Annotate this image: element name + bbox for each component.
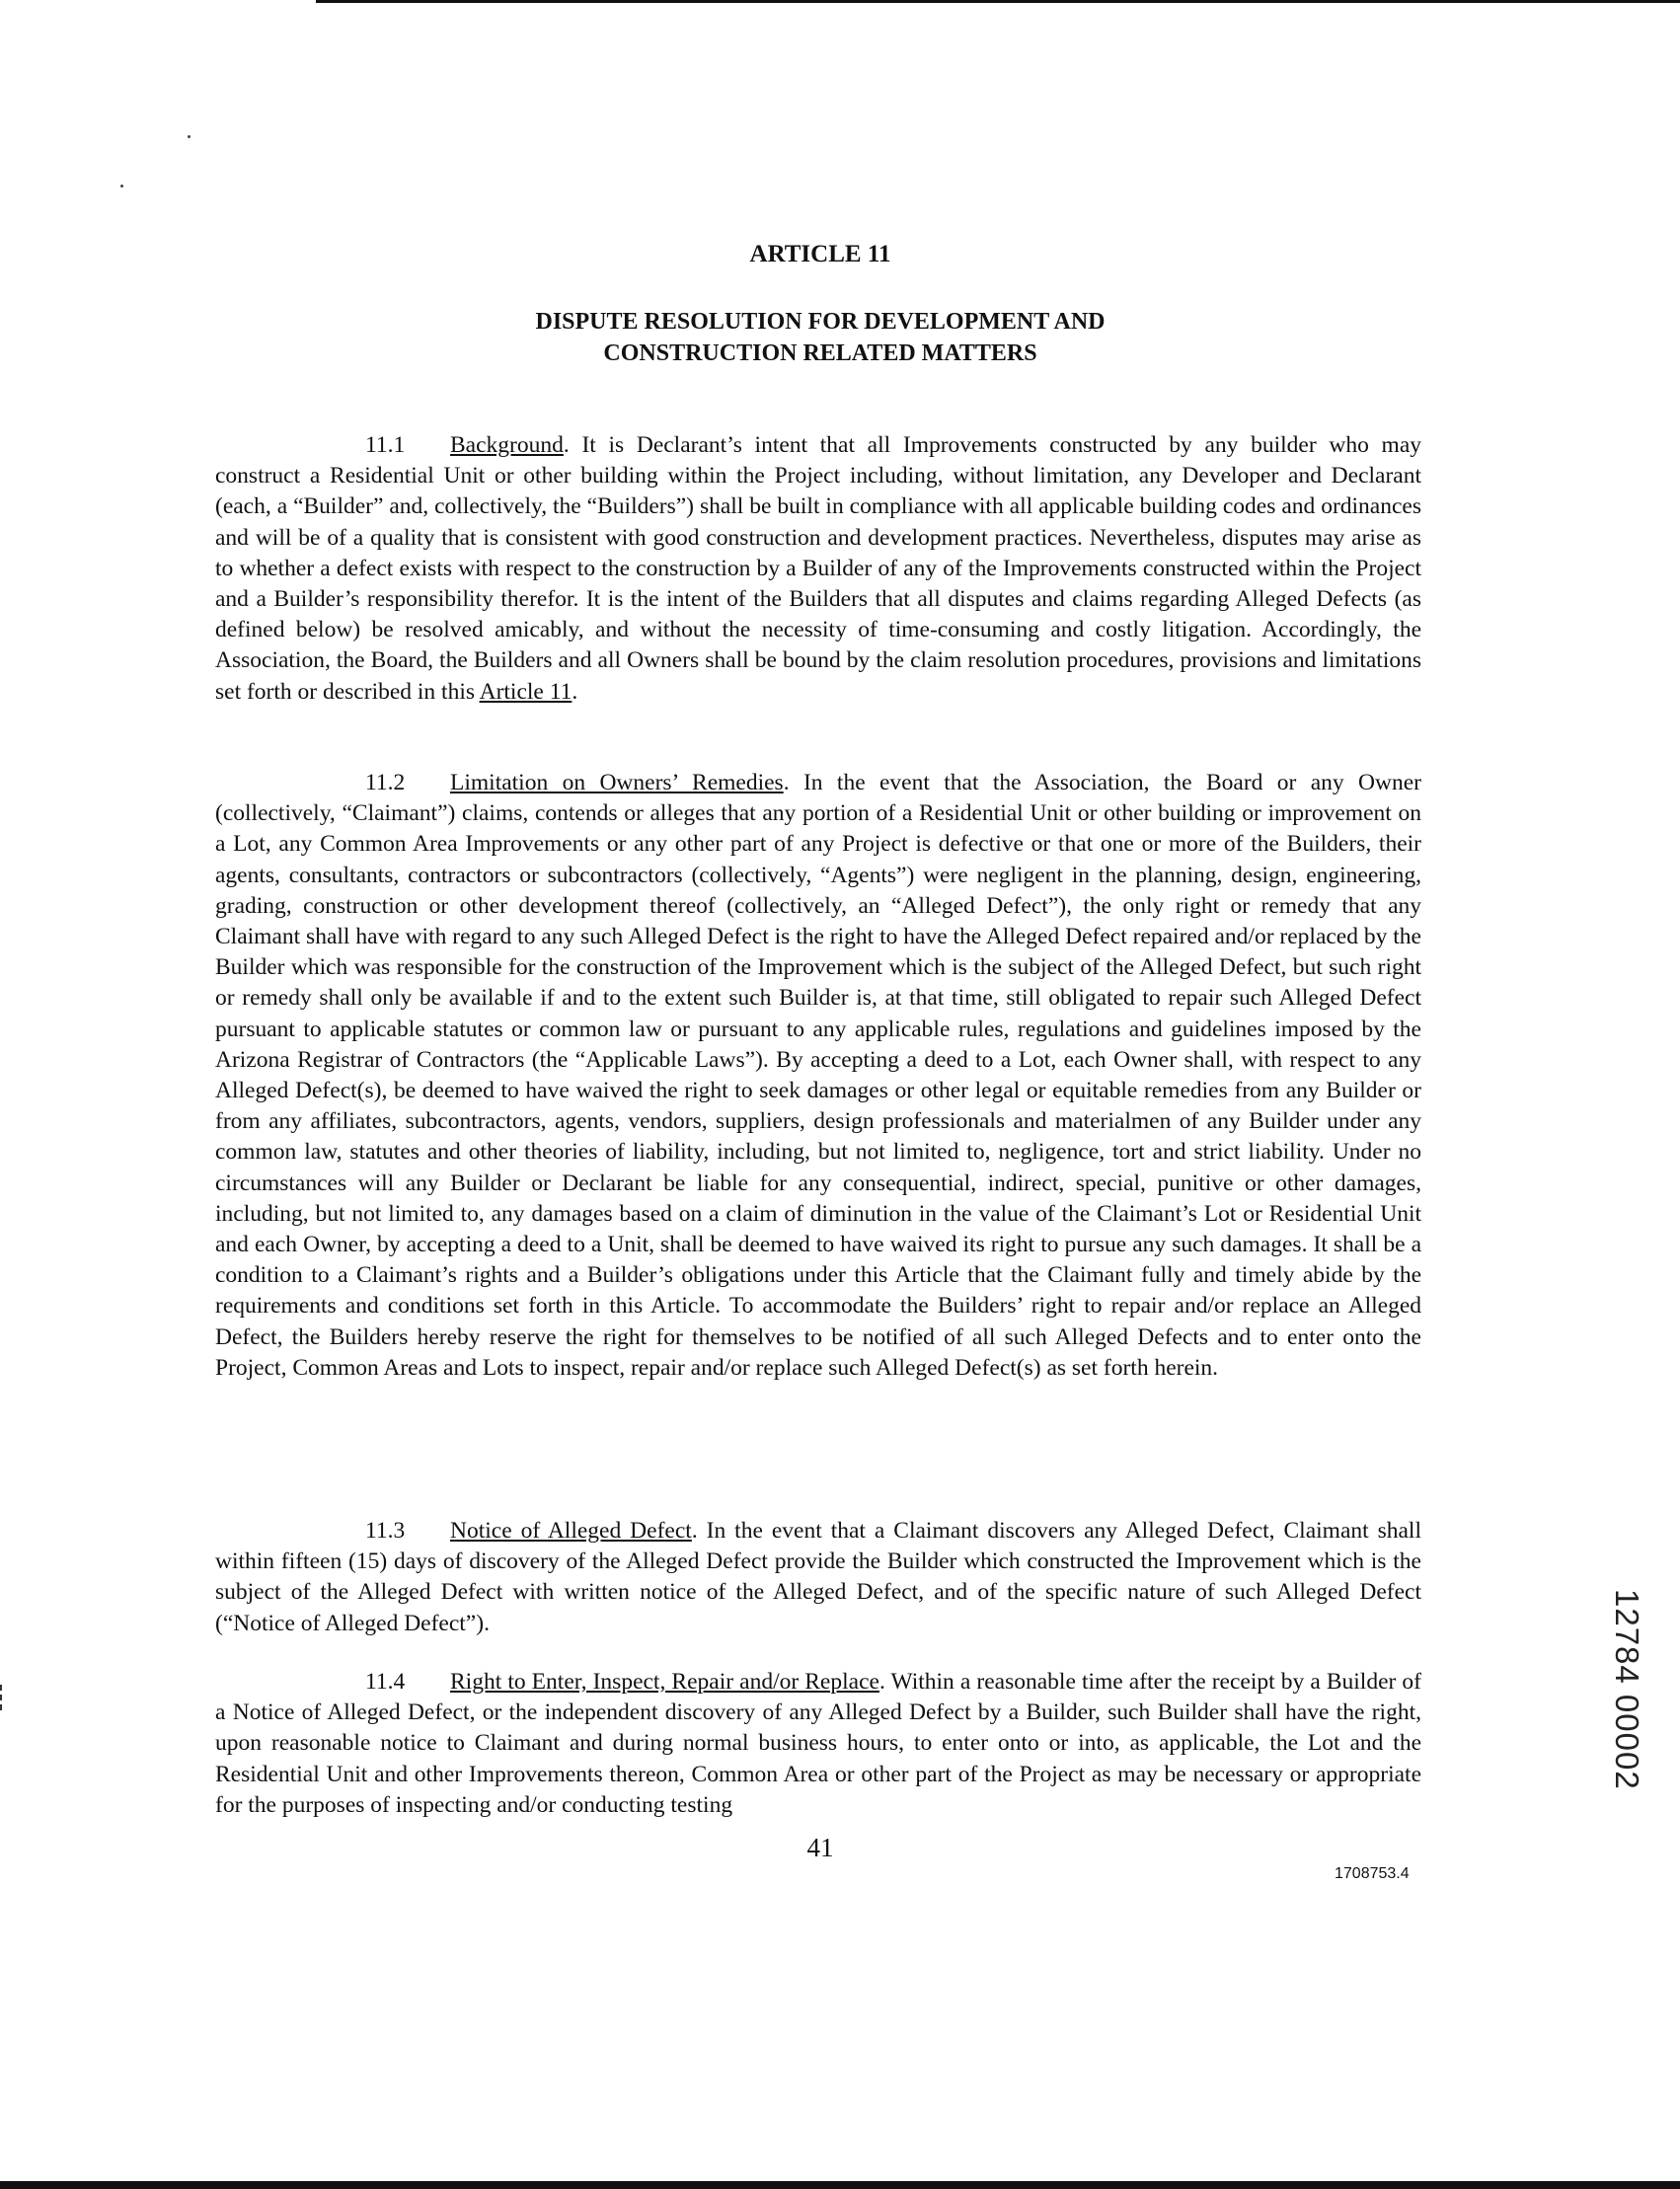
- section-text: . Within a reasonable time after the receipt by a Builder of a Notice of Alleged Defect, or the independent discovery of any Alleged Defect by a Builder, such Builder shall have the right, upon reasonable notice to Claimant and during normal business hours, to enter onto or into, as applicable, the Lot and the Residential Unit and other Improvements thereon, Common Area or other part of the Project as may be necessary or appropriate for the purposes of inspecting and/or conducting testing: [215, 1669, 1421, 1818]
- section-number: 11.3: [365, 1518, 406, 1544]
- section-number: 11.2: [365, 770, 406, 795]
- article-title: ARTICLE 11: [749, 241, 891, 267]
- scan-speck: [188, 135, 191, 138]
- subtitle-line: DISPUTE RESOLUTION FOR DEVELOPMENT AND: [535, 309, 1106, 335]
- section-11-2: [215, 768, 1421, 1384]
- article-reference-link[interactable]: Article 11: [479, 678, 573, 705]
- article-subtitle: [0, 306, 1641, 369]
- section-heading: Notice of Alleged Defect: [450, 1518, 692, 1544]
- section-number: 11.4: [365, 1669, 406, 1695]
- bottom-border-rule: [0, 2181, 1680, 2189]
- section-11-1: [215, 430, 1421, 708]
- page-number: 41: [806, 1833, 834, 1862]
- section-number: 11.1: [365, 432, 406, 458]
- section-text-tail: .: [572, 678, 578, 705]
- section-11-4: [215, 1667, 1421, 1821]
- section-heading: Limitation on Owners’ Remedies: [450, 770, 784, 795]
- scan-speck: [120, 185, 123, 188]
- section-text: . It is Declarant’s intent that all Improvements constructed by any builder who may construct a Residential Unit or other building within the Project including, without limitation, any Developer and Declarant (each, a “Builder” and, collectively, the “Builders”) shall be built in compliance with all applicable building codes and ordinances and will be of a quality that is consistent with good construction and development practices. Nevertheless, disputes may arise as to whether a defect exists with respect to the construction by a Builder of any of the Improvements constructed within the Project and a Builder’s responsibility therefor. It is the intent of the Builders that all disputes and claims regarding Alleged Defects (as defined below) be resolved amicably, and without the necessity of time-consuming and costly litigation. Accordingly, the Association, the Board, the Builders and all Owners shall be bound by the claim resolution procedures, provisions and limitations set forth or described in this: [215, 432, 1421, 705]
- recording-stamp: 12784 00002: [1609, 1589, 1645, 1790]
- scan-edge-mark: [0, 1685, 6, 1710]
- section-heading: Background: [450, 432, 564, 458]
- document-id: 1708753.4: [1335, 1865, 1410, 1882]
- section-11-3: [215, 1516, 1421, 1639]
- section-heading: Right to Enter, Inspect, Repair and/or Replace: [450, 1669, 879, 1695]
- top-border-rule: [316, 0, 1680, 3]
- section-text: . In the event that a Claimant discovers any Alleged Defect, Claimant shall within fifteen (15) days of discovery of the Alleged Defect provide the Builder which constructed the Improvement which is the subject of the Alleged Defect with written notice of the Alleged Defect, and of the specific nature of such Alleged Defect (“Notice of Alleged Defect”).: [215, 1518, 1421, 1636]
- subtitle-line: CONSTRUCTION RELATED MATTERS: [603, 340, 1037, 366]
- section-text: . In the event that the Association, the Board or any Owner (collectively, “Claimant”) claims, contends or alleges that any portion of a Residential Unit or other building or improvement on a Lot, any Common Area Improvements or any other part of any Project is defective or that one or more of the Builders, their agents, consultants, contractors or subcontractors (collectively, “Agents”) were negligent in the planning, design, engineering, grading, construction or other development thereof (collectively, an “Alleged Defect”), the only right or remedy that any Claimant shall have with regard to any such Alleged Defect is the right to have the Alleged Defect repaired and/or replaced by the Builder which was responsible for the construction of the Improvement which is the subject of the Alleged Defect, but such right or remedy shall only be available if and to the extent such Builder is, at that time, still obligated to repair such Alleged Defect pursuant to applicable statutes or common law or pursuant to any applicable rules, regulations and guidelines imposed by the Arizona Registrar of Contractors (the “Applicable Laws”). By accepting a deed to a Lot, each Owner shall, with respect to any Alleged Defect(s), be deemed to have waived the right to seek damages or other legal or equitable remedies from any Builder or from any affiliates, subcontractors, agents, vendors, suppliers, design professionals and materialmen of any Builder under any common law, statutes and other theories of liability, including, but not limited to, negligence, tort and strict liability. Under no circumstances will any Builder or Declarant be liable for any consequential, indirect, special, punitive or other damages, including, but not limited to, any damages based on a claim of diminution in the value of the Claimant’s Lot or Residential Unit and each Owner, by accepting a deed to a Unit, shall be deemed to have waived its right to pursue any such damages. It shall be a condition to a Claimant’s rights and a Builder’s obligations under this Article that the Claimant fully and timely abide by the requirements and conditions set forth in this Article. To accommodate the Builders’ right to repair and/or replace an Alleged Defect, the Builders hereby reserve the right for themselves to be notified of all such Alleged Defects and to enter onto the Project, Common Areas and Lots to inspect, repair and/or replace such Alleged Defect(s) as set forth herein.: [215, 770, 1421, 1381]
